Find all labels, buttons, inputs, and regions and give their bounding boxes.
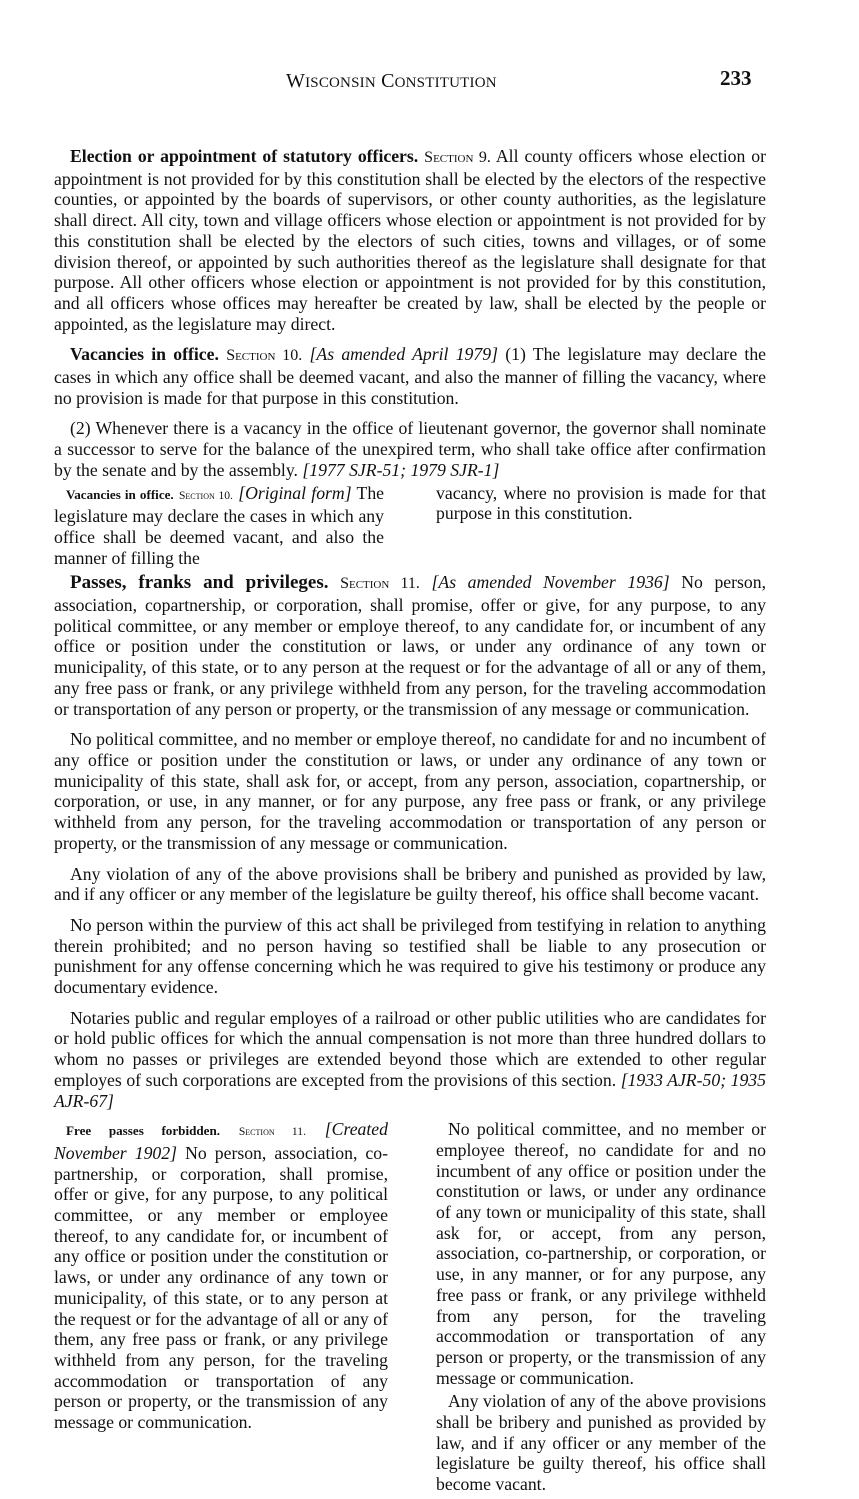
note-11-right-para-2: Any violation of any of the above provisions shall be bribery and punished as provided by law, and if any officer or any member of the legislature be guilty thereof, his office shall become vacant.	[436, 1391, 766, 1495]
section-9-heading: Election or appointment of statutory officers.	[70, 146, 419, 166]
section-10-paragraph-1	[54, 344, 766, 408]
note-11-label: Section 11.	[238, 1125, 306, 1139]
section-11-paragraph-4: No person within the purview of this act shall be privileged from testifying in relation to anything therein prohibited; and no person having so testified shall be liable to any prosecution or punishment for any offense concerning which he was required to give his testimony or produce any documentary evidence.	[54, 914, 766, 998]
history-note-11-left	[54, 1119, 388, 1495]
section-10-citation: [1977 SJR-51; 1979 SJR-1]	[302, 459, 500, 480]
page-header	[0, 66, 859, 96]
section-11-para1-text: No person, association, copartnership, or corporation, shall promise, offer or give, for any purpose, to any political committee, or any member or employe thereof, to any candidate for, or incumbent of any office or position under the constitution or laws, or under any ordinance of any town or municipality, of this state, or to any person at the request or for the advantage of all or any of them, any free pass or frank, or any privilege withheld from any person, for the traveling accommodation or transportation of any person or property, or the transmission of any message or communication.	[54, 572, 767, 719]
section-11-citation: [1933 AJR-50; 1935 AJR-67]	[54, 1069, 766, 1111]
section-11-para5-text: Notaries public and regular employes of a railroad or other public utilities who are candidates for or hold public offices for which the annual compensation is not more than three hundred dollars to whom no passes or privileges are extended beyond those which are extended to other regular employes of such corporations are excepted from the provisions of this section.	[54, 1007, 766, 1090]
note-11-right-para-1: No political committee, and no member or employee thereof, no candidate for and no incumbent of any office or position under the constitution or laws, or under any ordinance of any town or municipality of this state, shall ask for, or accept, from any person, association, co-partnership, or corporation, or use, in any manner, or for any purpose, any free pass or frank, or any privilege withheld from any person, for the traveling accommodation or transportation of any person or property, or the transmission of any message or communication.	[436, 1119, 766, 1388]
section-10-label: Section 10.	[226, 347, 303, 365]
running-title: WISCONSIN CONSTITUTION	[286, 70, 497, 92]
section-11-label: Section 11.	[340, 575, 420, 593]
note-11-left-text: No person, association, co-partnership, or corporation, shall promise, offer or give, for any purpose, to any political committee, or any member or employee thereof, to any candidate for, or incumbent of any office or position under the constitution or laws, or under any ordinance of any town or municipality, of this state, or to any person at the request or for the advantage of all or any of them, any free pass or frank, or any privilege withheld from any person, for the traveling accommodation or transportation of any person or property, or the transmission of any message or communication.	[54, 1142, 389, 1433]
history-note-11-right	[436, 1119, 766, 1495]
section-11-paragraph-5	[54, 1008, 766, 1112]
note-10-text-right: vacancy, where no provision is made for that purpose in this constitution.	[436, 482, 766, 524]
note-10-label: Section 10.	[178, 488, 233, 502]
note-11-heading: Free passes forbidden.	[66, 1123, 221, 1139]
section-11-amend: [As amended November 1936]	[431, 572, 670, 593]
section-11-paragraph-3: Any violation of any of the above provisions shall be bribery and punished as provided by law, and if any officer or any member of the legislature be guilty thereof, his office shall become vacant.	[54, 863, 766, 905]
section-11-heading: Passes, franks and privileges.	[70, 572, 329, 594]
section-10-para2-text: (2) Whenever there is a vacancy in the office of lieutenant governor, the governor shall nominate a successor to serve for the balance of the unexpired term, who shall take office after confirmation by the senate and by the assembly.	[54, 418, 766, 480]
note-10-heading: Vacancies in office.	[66, 486, 174, 502]
section-11-paragraph-1	[54, 572, 766, 719]
page-number: 233	[720, 66, 752, 90]
note-10-form: [Original form]	[238, 482, 352, 503]
main-text	[54, 146, 766, 1499]
section-9-label: Section 9.	[424, 149, 491, 166]
note-10-text-left: The legislature may declare the cases in which any office shall be deemed vacant, and also the manner of filling the	[54, 482, 385, 568]
section-11-paragraph-2: No political committee, and no member or employe thereof, no candidate for and no incumbent of any office or position under the constitution or laws, or under any ordinance of any town or municipality of this state, shall ask for, or accept, from any person, association, copartnership, or corporation, or use, in any manner, or for any purpose, any free pass or frank, or any privilege withheld from any person, for the traveling accommodation or transportation of any person or property, or the transmission of any message or communication.	[54, 729, 766, 853]
history-note-10-left	[54, 483, 384, 569]
history-note-section-10	[54, 483, 766, 569]
section-10-para1-text: (1) The legislature may declare the cases in which any office shall be deemed vacant, and also the manner of filling the vacancy, where no provision is made for that purpose in this constitution.	[54, 344, 767, 408]
section-10-paragraph-2	[54, 418, 766, 480]
section-10-amend: [As amended April 1979]	[309, 344, 498, 365]
section-9-text: All county officers whose election or appointment is not provided for by this constitution shall be elected by the electors of the respective counties, or appointed by the boards of supervisors, or other county authorities, as the legislature shall direct. All city, town and village officers whose election or appointment is not provided for by this constitution shall be elected by the electors of such cities, towns and villages, or of some division thereof, or appointed by such authorities thereof as the legislature shall designate for that purpose. All other officers whose election or appointment is not provided for by this constitution, and all officers whose offices may hereafter be created by law, shall be elected by the people or appointed, as the legislature may direct.	[54, 146, 766, 334]
note-11-created: [Created November 1902]	[54, 1119, 388, 1163]
section-9-paragraph	[54, 146, 766, 334]
history-note-10-right	[436, 483, 766, 569]
history-note-section-11	[54, 1119, 766, 1495]
section-10-heading: Vacancies in office.	[70, 344, 219, 365]
